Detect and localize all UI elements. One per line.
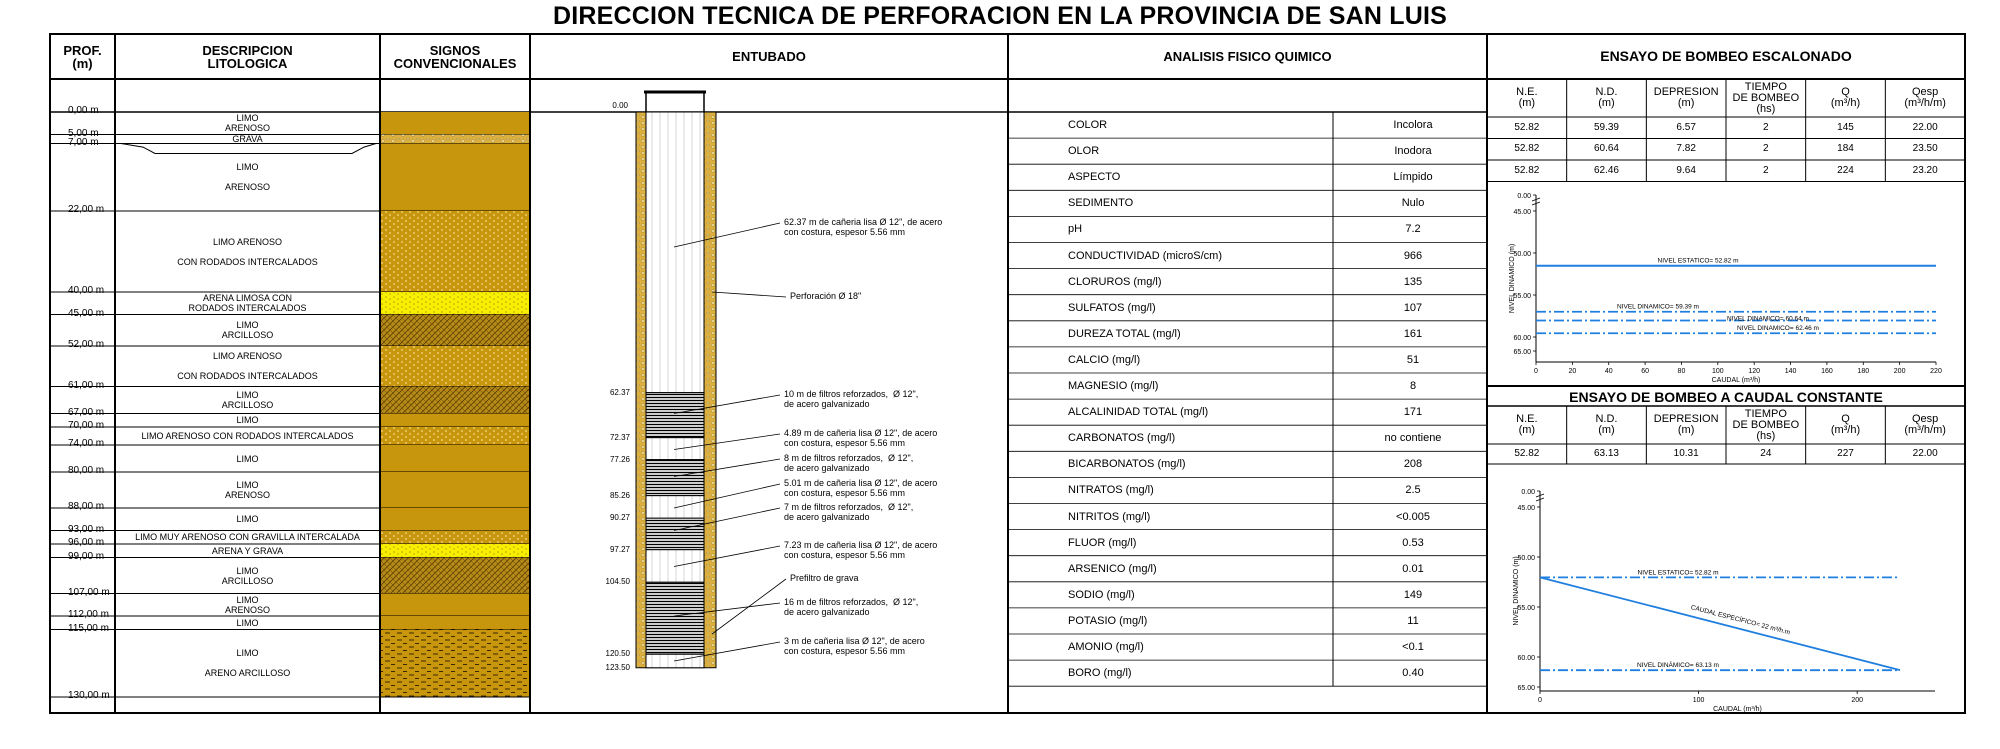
lithology-symbol xyxy=(381,616,529,630)
lithology-label: LIMO xyxy=(236,453,259,464)
chem-label: OLOR xyxy=(1068,145,1100,158)
step_test-cell: 23.50 xyxy=(1912,143,1938,155)
chem-value: 0.53 xyxy=(1402,536,1424,549)
chem-value: 51 xyxy=(1406,353,1420,366)
lithology-label: LIMO ARENOSO CON RODADOS INTERCALADOS xyxy=(177,351,318,382)
const_test-col-head: DEPRESION (m) xyxy=(1653,413,1719,436)
const_test-title: ENSAYO DE BOMBEO A CAUDAL CONSTANTE xyxy=(1569,389,1883,405)
casing-note: Perforación Ø 18" xyxy=(790,291,862,301)
step_test-cell: 2 xyxy=(1763,164,1769,176)
lithology-label: LIMO ARCILLOSO xyxy=(221,320,274,341)
x-axis-label: CAUDAL (m³/h) xyxy=(1713,706,1762,713)
lithology-symbol xyxy=(381,414,529,428)
depth-label: 0,00 m xyxy=(68,105,99,116)
lithology-label: LIMO ARENOSO xyxy=(224,594,270,615)
chem-value: <0.005 xyxy=(1396,510,1430,523)
casing-depth-mark: 97.27 xyxy=(609,544,630,554)
const_test-cell: 24 xyxy=(1760,448,1772,459)
const_test-cell: 10.31 xyxy=(1673,448,1699,459)
header-chemistry: ANALISIS FISICO QUIMICO xyxy=(1163,49,1332,64)
filter-segment xyxy=(646,393,704,438)
y-tick-label: 45.00 xyxy=(1517,505,1535,512)
chem-label: COLOR xyxy=(1068,119,1108,131)
casing-depth-mark: 90.27 xyxy=(609,513,630,523)
chem-label: POTASIO (mg/l) xyxy=(1068,614,1148,627)
level-label: NIVEL ESTATICO= 52.82 m xyxy=(1637,569,1719,577)
chem-value: 161 xyxy=(1403,327,1423,340)
x-tick-label: 20 xyxy=(1568,368,1577,375)
chem-value: 2.5 xyxy=(1405,484,1421,497)
x-tick-label: 120 xyxy=(1748,368,1761,375)
filter-segment xyxy=(646,518,704,550)
step_test-cell: 52.82 xyxy=(1514,143,1540,155)
depth-label: 5,00 m xyxy=(68,127,99,139)
casing-head xyxy=(646,92,704,112)
depth-label: 70,00 m xyxy=(68,420,105,431)
y-tick-label: 55.00 xyxy=(1517,605,1535,612)
depth-label: 40,00 m xyxy=(68,285,105,296)
lithology-symbol xyxy=(381,112,529,135)
lithology-label: LIMO MUY ARENOSO CON GRAVILLA INTERCALADA xyxy=(135,532,360,543)
casing-note: 8 m de filtros reforzados, Ø 12", de acero galvanizado xyxy=(784,453,914,473)
const_test-col-head: Qesp (m³/h/m) xyxy=(1904,413,1946,436)
casing-depth-mark: 123.50 xyxy=(605,662,630,672)
step_test-cell: 2 xyxy=(1763,143,1769,155)
casing-depth-mark: 120.50 xyxy=(605,649,630,659)
step_test-cell: 60.64 xyxy=(1593,143,1619,155)
chem-label: SEDIMENTO xyxy=(1068,197,1134,210)
constant-test-chart xyxy=(1488,475,1940,715)
chem-value: Límpido xyxy=(1393,171,1433,184)
y-tick-label: 50.00 xyxy=(1517,555,1535,562)
lithology-label: LIMO xyxy=(236,514,259,525)
depth-label: 107,00 m xyxy=(68,586,110,598)
chem-value: 966 xyxy=(1403,249,1423,262)
const_test-col-head: N.E. (m) xyxy=(1516,413,1538,436)
x-tick-label: 0 xyxy=(1538,697,1542,704)
lithology-label: ARENA LIMOSA CON RODADOS INTERCALADOS xyxy=(188,293,307,314)
chem-label: BORO (mg/l) xyxy=(1068,667,1132,680)
x-tick-label: 220 xyxy=(1930,368,1942,375)
y-tick-label: 60.00 xyxy=(1513,335,1531,342)
lithology-label: GRAVA xyxy=(232,134,263,144)
chem-label: CLORUROS (mg/l) xyxy=(1068,275,1162,288)
depth-label: 74,00 m xyxy=(68,438,105,449)
step_test-col-head: N.D. (m) xyxy=(1595,86,1618,109)
x-tick-label: 180 xyxy=(1857,368,1870,375)
x-tick-label: 200 xyxy=(1851,697,1864,704)
lithology-symbol xyxy=(381,315,529,347)
chem-value: 0.40 xyxy=(1402,667,1424,680)
y-tick-label: 65.00 xyxy=(1513,349,1531,356)
lithology-label: LIMO ARENO ARCILLOSO xyxy=(204,648,291,679)
header-signs: SIGNOS CONVENCIONALES xyxy=(393,42,517,71)
depth-label: 99,00 m xyxy=(68,550,105,562)
step_test-cell: 23.20 xyxy=(1912,164,1938,176)
step_test-col-head: Q (m³/h) xyxy=(1830,86,1861,109)
step_test-col-head: DEPRESION (m) xyxy=(1653,86,1719,109)
blank-pipe-segment xyxy=(646,438,704,460)
step_test-col-head: N.E. (m) xyxy=(1516,86,1538,109)
x-tick-label: 200 xyxy=(1893,368,1906,375)
chem-value: no contiene xyxy=(1384,432,1442,445)
casing-note: 7 m de filtros reforzados, Ø 12", de acero galvanizado xyxy=(784,502,914,522)
chem-label: SODIO (mg/l) xyxy=(1068,588,1135,601)
lithology-label: LIMO ARCILLOSO xyxy=(221,390,274,410)
chem-value: 8 xyxy=(1409,380,1417,392)
x-tick-label: 0 xyxy=(1534,368,1538,375)
chem-label: ALCALINIDAD TOTAL (mg/l) xyxy=(1068,406,1209,419)
blank-pipe-segment xyxy=(646,496,704,519)
chem-value: Nulo xyxy=(1401,197,1425,210)
chem-label: FLUOR (mg/l) xyxy=(1068,536,1137,549)
level-label: NIVEL DINAMICO= 60.64 m xyxy=(1727,315,1809,323)
casing-depth-mark: 77.26 xyxy=(609,454,630,464)
depth-label: 112,00 m xyxy=(68,609,109,620)
y-tick-label: 0.00 xyxy=(1521,489,1535,496)
chem-value: 171 xyxy=(1403,406,1423,419)
depth-label: 45,00 m xyxy=(68,307,105,319)
chem-label: CARBONATOS (mg/l) xyxy=(1068,432,1176,445)
series-line xyxy=(1540,577,1900,670)
chem-value: 7.2 xyxy=(1405,223,1421,236)
depth-label: 7,00 m xyxy=(68,136,99,148)
lithology-symbol xyxy=(381,508,529,531)
depth-label: 88,00 m xyxy=(68,501,105,512)
chem-label: DUREZA TOTAL (mg/l) xyxy=(1068,327,1181,340)
lithology-symbol xyxy=(381,531,529,545)
step_test-cell: 52.82 xyxy=(1514,164,1540,176)
const_test-cell: 22.00 xyxy=(1912,448,1938,459)
const_test-cell: 63.13 xyxy=(1593,448,1619,459)
step_test-cell: 6.57 xyxy=(1676,121,1696,133)
casing-depth-mark: 62.37 xyxy=(609,387,630,397)
casing-depth-mark: 72.37 xyxy=(609,432,630,442)
y-axis-label: NIVEL DINAMICO (m) xyxy=(1509,243,1516,314)
x-tick-label: 140 xyxy=(1784,368,1797,375)
depth-label: 22,00 m xyxy=(68,204,105,215)
lithology-label: LIMO ARENOSO CON RODADOS INTERCALADOS xyxy=(141,431,354,441)
casing-note: Prefiltro de grava xyxy=(790,573,859,583)
step_test-title: ENSAYO DE BOMBEO ESCALONADO xyxy=(1600,48,1852,64)
header-description: DESCRIPCION LITOLOGICA xyxy=(202,42,293,71)
lithology-symbol xyxy=(381,135,529,144)
depth-label: 96,00 m xyxy=(68,537,105,548)
step_test-cell: 7.82 xyxy=(1676,143,1696,155)
step_test-cell: 145 xyxy=(1837,121,1854,133)
lithology-symbol xyxy=(381,594,529,617)
chem-label: CONDUCTIVIDAD (microS/cm) xyxy=(1068,249,1222,262)
step_test-cell: 2 xyxy=(1763,121,1769,133)
lithology-symbol xyxy=(381,630,529,698)
level-label: NIVEL DINÁMICO= 63.13 m xyxy=(1637,662,1719,670)
depth-label: 67,00 m xyxy=(68,406,105,418)
step-test-chart xyxy=(1488,187,1940,387)
const_test-col-head: TIEMPO DE BOMBEO (hs) xyxy=(1732,407,1800,442)
lithology-symbol xyxy=(381,558,529,594)
lithology-label: LIMO ARENOSO CON RODADOS INTERCALADOS xyxy=(177,236,318,267)
chem-value: Incolora xyxy=(1393,119,1433,131)
step_test-cell: 59.39 xyxy=(1593,121,1619,133)
casing-depth-mark: 104.50 xyxy=(605,577,630,587)
depth-label: 52,00 m xyxy=(68,339,105,350)
y-tick-label: 55.00 xyxy=(1513,293,1531,300)
casing-depth-mark: 85.26 xyxy=(609,490,630,500)
lithology-symbol xyxy=(381,544,529,558)
y-tick-label: 45.00 xyxy=(1513,209,1531,216)
chem-label: pH xyxy=(1068,223,1083,236)
lithology-label: ARENA Y GRAVA xyxy=(211,545,284,556)
casing-note: 16 m de filtros reforzados, Ø 12", de acero galvanizado xyxy=(784,597,919,617)
chem-value: 208 xyxy=(1403,458,1423,471)
x-tick-label: 60 xyxy=(1641,368,1649,375)
depth-label: 130,00 m xyxy=(68,690,110,701)
x-tick-label: 80 xyxy=(1677,368,1686,375)
lithology-label: LIMO ARCILLOSO xyxy=(221,565,274,586)
step_test-col-head: TIEMPO DE BOMBEO (hs) xyxy=(1732,80,1800,115)
lithology-label: LIMO xyxy=(236,415,259,426)
chem-value: <0.1 xyxy=(1402,641,1424,653)
lithology-symbol xyxy=(381,472,529,508)
x-tick-label: 100 xyxy=(1692,697,1705,704)
chem-label: AMONIO (mg/l) xyxy=(1068,641,1144,653)
chem-value: 135 xyxy=(1403,275,1423,288)
y-tick-label: 50.00 xyxy=(1513,251,1531,258)
page-title: DIRECCION TECNICA DE PERFORACION EN LA PROVINCIA DE SAN LUIS xyxy=(553,2,1447,30)
series-label: CAUDAL ESPECÍFICO= 22 m³/h.m xyxy=(1690,604,1791,637)
chem-value: 0.01 xyxy=(1402,562,1424,575)
x-tick-label: 160 xyxy=(1821,368,1833,375)
chem-value: 11 xyxy=(1407,614,1419,627)
step_test-cell: 184 xyxy=(1837,143,1854,155)
lithology-symbol xyxy=(381,346,529,387)
lithology-symbol xyxy=(381,292,529,315)
casing-note: 5.01 m de cañeria lisa Ø 12", de acero con costura, espesor 5.56 mm xyxy=(784,478,938,498)
casing-note: 4.89 m de cañeria lisa Ø 12", de acero con costura, espesor 5.56 mm xyxy=(784,428,938,448)
lithology-label: LIMO xyxy=(236,617,259,628)
chem-label: CALCIO (mg/l) xyxy=(1068,353,1141,366)
step_test-cell: 224 xyxy=(1837,164,1854,176)
depth-label: 80,00 m xyxy=(68,465,105,476)
casing-note: 7.23 m de cañeria lisa Ø 12", de acero con costura, espesor 5.56 mm xyxy=(784,540,938,560)
depth-label: 115,00 m xyxy=(68,622,109,634)
x-axis-label: CAUDAL (m³/h) xyxy=(1711,377,1761,384)
y-axis-label: NIVEL DINAMICO (m) xyxy=(1513,556,1520,626)
chem-value: 107 xyxy=(1403,301,1423,314)
const_test-col-head: Q (m³/h) xyxy=(1830,413,1861,436)
chem-label: NITRITOS (mg/l) xyxy=(1068,510,1151,523)
chem-label: NITRATOS (mg/l) xyxy=(1068,484,1154,497)
chem-value: Inodora xyxy=(1394,145,1432,158)
depth-label: 93,00 m xyxy=(68,523,105,535)
lithology-symbol xyxy=(381,445,529,472)
chem-label: SULFATOS (mg/l) xyxy=(1068,301,1156,314)
step_test-cell: 62.46 xyxy=(1593,164,1619,176)
filter-segment xyxy=(646,582,704,654)
step_test-col-head: Qesp (m³/h/m) xyxy=(1904,86,1946,109)
chem-label: ASPECTO xyxy=(1068,171,1121,184)
lithology-symbol xyxy=(381,427,529,445)
const_test-cell: 52.82 xyxy=(1514,448,1540,459)
chem-value: 149 xyxy=(1403,588,1423,601)
chem-label: ARSENICO (mg/l) xyxy=(1068,562,1157,575)
lithology-label: LIMO ARENOSO xyxy=(224,162,270,193)
lithology-symbol xyxy=(381,211,529,292)
level-label: NIVEL DINAMICO= 59.39 m xyxy=(1617,303,1699,311)
chem-label: BICARBONATOS (mg/l) xyxy=(1068,458,1186,471)
filter-segment xyxy=(646,460,704,496)
lithology-label: LIMO ARENOSO xyxy=(224,480,270,500)
step_test-cell: 9.64 xyxy=(1676,164,1696,176)
const_test-col-head: N.D. (m) xyxy=(1595,413,1618,436)
depth-label: 61,00 m xyxy=(68,379,105,391)
gravel-wedge xyxy=(121,144,376,154)
header-prof: PROF. (m) xyxy=(63,42,102,71)
level-label: NIVEL ESTATICO= 52.82 m xyxy=(1657,257,1739,265)
const_test-cell: 227 xyxy=(1837,448,1854,459)
y-tick-label: 60.00 xyxy=(1517,655,1535,662)
step_test-cell: 52.82 xyxy=(1514,121,1540,133)
level-label: NIVEL DINAMICO= 62.46 m xyxy=(1737,325,1819,333)
lithology-symbol xyxy=(381,144,529,212)
casing-top-depth: 0.00 xyxy=(612,101,628,110)
x-tick-label: 40 xyxy=(1604,368,1613,375)
leader-line xyxy=(712,292,786,297)
header-casing: ENTUBADO xyxy=(732,49,806,64)
x-tick-label: 100 xyxy=(1711,368,1724,375)
casing-note: 3 m de cañeria lisa Ø 12", de acero con costura, espesor 5.56 mm xyxy=(784,636,925,656)
chem-label: MAGNESIO (mg/l) xyxy=(1068,380,1159,392)
lithology-symbol xyxy=(381,387,529,414)
y-tick-label: 65.00 xyxy=(1517,685,1535,692)
blank-pipe-segment xyxy=(646,112,704,393)
y-tick-label: 0.00 xyxy=(1517,193,1531,200)
casing-note: 62.37 m de cañeria lisa Ø 12", de acero con costura, espesor 5.56 mm xyxy=(784,217,943,237)
lithology-label: LIMO ARENOSO xyxy=(224,113,270,134)
casing-note: 10 m de filtros reforzados, Ø 12", de acero galvanizado xyxy=(784,389,919,409)
step_test-cell: 22.00 xyxy=(1912,121,1938,133)
